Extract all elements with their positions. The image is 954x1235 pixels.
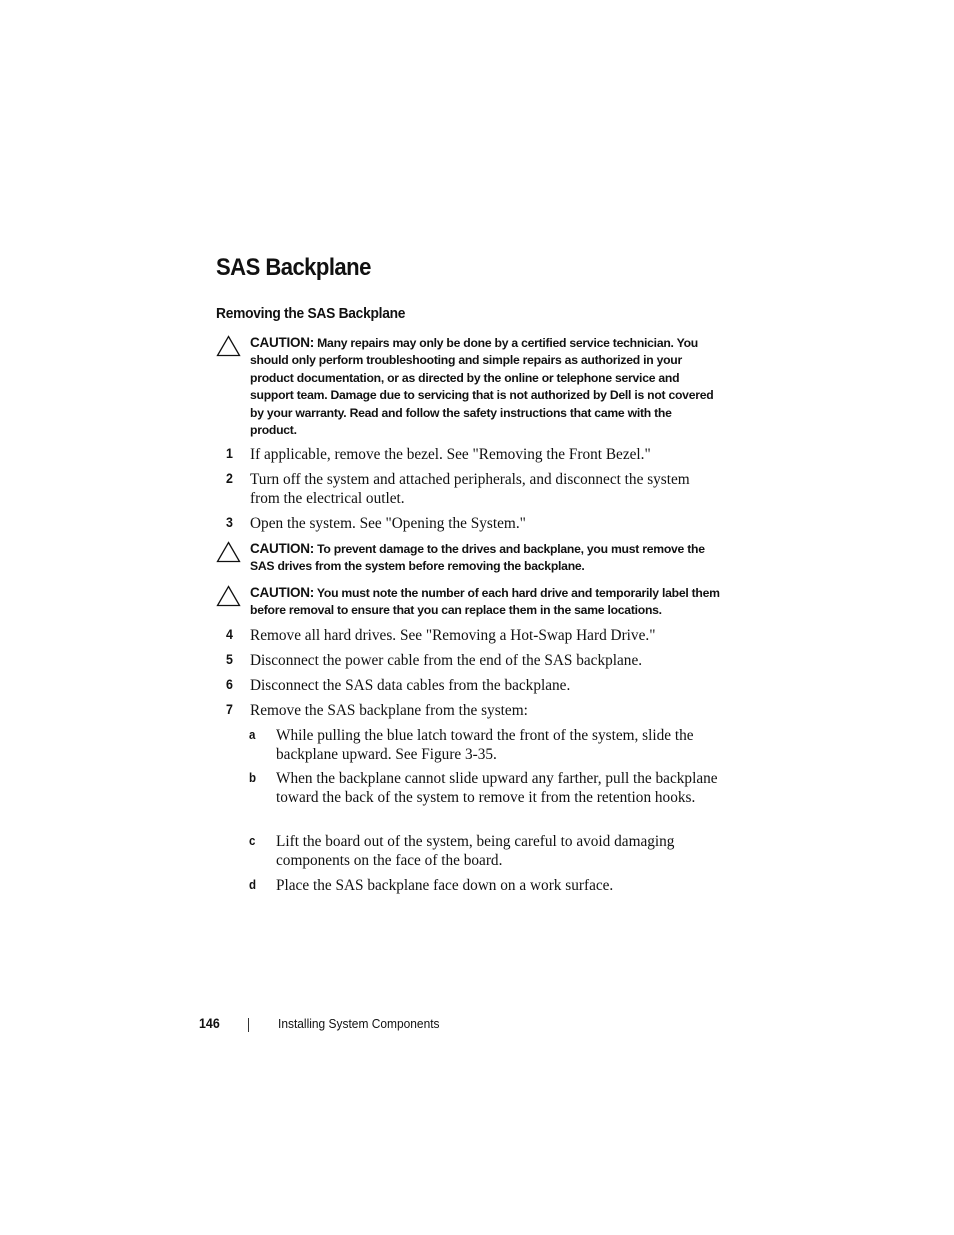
substep-text: While pulling the blue latch toward the front of the system, slide the backplane upward. See Figure 3-35. bbox=[276, 727, 694, 763]
substep-text: When the backplane cannot slide upward any farther, pull the backplane toward the back of the system to remove it from the retention hooks. bbox=[276, 770, 718, 806]
page-number: 146 bbox=[199, 1016, 220, 1031]
step-text: Disconnect the power cable from the end of the SAS backplane. bbox=[250, 652, 643, 669]
caution-text bbox=[250, 584, 720, 620]
step-number: 5 bbox=[226, 652, 233, 667]
caution-label: CAUTION: bbox=[250, 541, 314, 556]
substep-text: Lift the board out of the system, being careful to avoid damaging components on the face of the board. bbox=[276, 833, 675, 869]
caution-label: CAUTION: bbox=[250, 585, 314, 600]
step-number: 1 bbox=[226, 446, 233, 461]
substep-letter: c bbox=[249, 834, 256, 848]
substep-letter: a bbox=[249, 728, 256, 742]
substep-letter: b bbox=[249, 771, 257, 785]
step-text: Turn off the system and attached peripherals, and disconnect the system from the electrical outlet. bbox=[250, 471, 690, 507]
caution-label: CAUTION: bbox=[250, 335, 314, 350]
section-heading: Removing the SAS Backplane bbox=[216, 305, 406, 322]
caution-body: Many repairs may only be done by a certified service technician. You should only perform troubleshooting and simple repairs as authorized in your product documentation, or as directed by the online or telephone service and support team. Damage due to servicing that is not authorized by Dell is not covered by your warranty. Read and follow the safety instructions that came with the product. bbox=[250, 336, 714, 438]
step-text: Disconnect the SAS data cables from the backplane. bbox=[250, 677, 571, 694]
step-text: Remove all hard drives. See "Removing a Hot-Swap Hard Drive." bbox=[250, 627, 656, 644]
step-number: 7 bbox=[226, 702, 233, 717]
step-text: Remove the SAS backplane from the system: bbox=[250, 702, 528, 719]
step-number: 2 bbox=[226, 471, 233, 486]
step-number: 3 bbox=[226, 515, 233, 530]
caution-body: To prevent damage to the drives and backplane, you must remove the SAS drives from the system before removing the backplane. bbox=[250, 542, 705, 574]
footer-section-title: Installing System Components bbox=[278, 1016, 440, 1031]
step-text: Open the system. See "Opening the System." bbox=[250, 515, 526, 532]
step-number: 4 bbox=[226, 627, 233, 642]
page-title: SAS Backplane bbox=[216, 254, 371, 281]
step-text: If applicable, remove the bezel. See "Removing the Front Bezel." bbox=[250, 446, 651, 463]
caution-text bbox=[250, 540, 720, 576]
caution-text bbox=[250, 334, 720, 439]
footer-divider bbox=[248, 1018, 249, 1032]
caution-triangle-icon bbox=[216, 541, 241, 563]
substep-letter: d bbox=[249, 878, 257, 892]
step-number: 6 bbox=[226, 677, 233, 692]
caution-triangle-icon bbox=[216, 335, 241, 357]
substep-text: Place the SAS backplane face down on a work surface. bbox=[276, 877, 614, 894]
caution-body: You must note the number of each hard drive and temporarily label them before removal to ensure that you can replace them in the same locations. bbox=[250, 586, 720, 618]
caution-triangle-icon bbox=[216, 585, 241, 607]
